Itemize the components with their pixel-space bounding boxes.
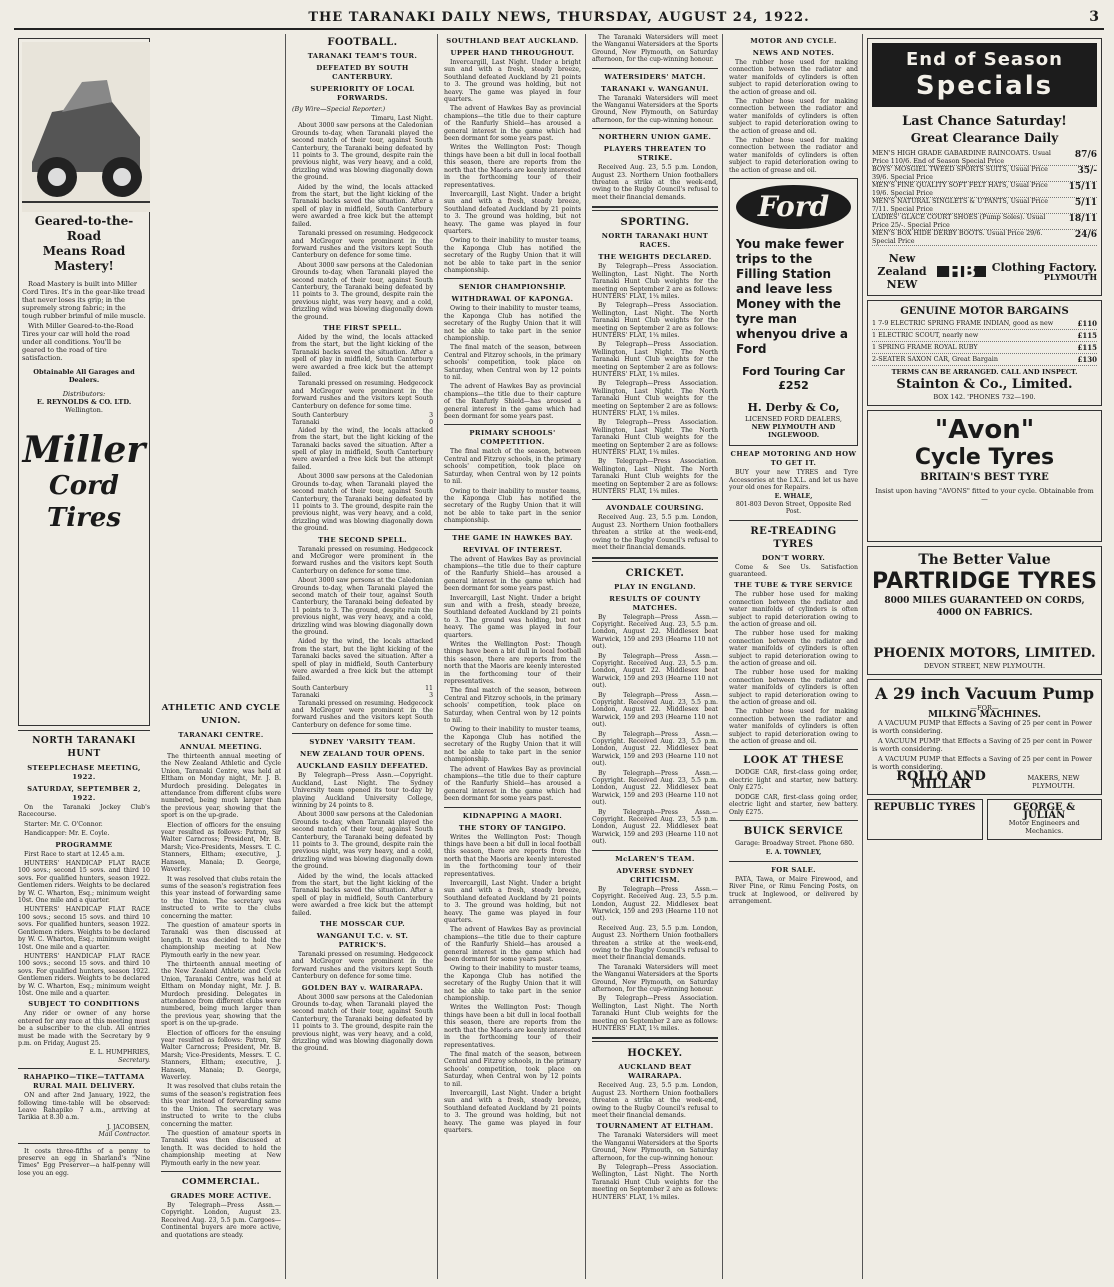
hawkes-text: The advent of Hawkes Bay as provincial champions—the title due to their capture of the Ranfurly Shield—has aroused a general interest in the game which had been dormant for some years past. [444, 765, 581, 803]
commercial-text: By Telegraph—Press Assn.—Copyright. London, August 23. Received Aug. 23, 5.5 p.m. Cargoes—Continental buyers are more active, and quotations are steady. [161, 1201, 281, 1239]
football-text: Aided by the wind, the locals attacked from the start, but the light kicking of the Taranaki backs saved the situation. After a spell of play in midfield, South Canterbury were awarded a free kick but the attempt failed. [292, 183, 433, 228]
republic-ad [867, 799, 983, 840]
ford-logo: Ford [736, 185, 851, 229]
ford-dealer: H. Derby & Co, [747, 401, 840, 415]
football-text: About 3000 saw persons at the Caledonian Grounds to-day, when Taranaki played the second match of their tour, against South Canterbury, the Taranaki being defeated by 11 points to 3. The ground, despite rain the previous night, was very heavy, and a cold, drizzling wind was blowing diagonally down the ground. [292, 261, 433, 321]
football-heading: FOOTBALL. [327, 37, 398, 48]
hunt-course: On the Taranaki Jockey Club's Racecourse. [18, 804, 150, 819]
cricket-text: By Telegraph—Press Assn.—Copyright. Received Aug. 23, 5.5 p.m. London, August 22. Middlesex beat Warwick, 159 and 293 (Hearne 110 not out). [592, 691, 718, 729]
column-rule [437, 34, 438, 1279]
whale-name: E. WHALE, [774, 493, 813, 501]
southland-heading: SOUTHLAND BEAT AUCKLAND. [446, 37, 579, 45]
price-label: MEN'S BOX HIDE DERBY BOOTS. Usual Price 29/6. Special Price [872, 229, 1043, 245]
price-row [872, 198, 1097, 214]
union-text: Election of officers for the ensuing year resulted as follows: Patron, Sir Walter Carncross; President, Mr. B. Marsh; Vice-Presidents, Messrs. T. C. Stanners, Eltham; executive, J. Hansen, Manaia; D. George, Waverley. [161, 1029, 281, 1082]
football-head: DEFEATED BY SOUTH CANTERBURY. [316, 64, 409, 81]
commercial-heading: COMMERCIAL. [181, 1176, 261, 1187]
price-label: BOYS' MOSGIEL TWEED SPORTS SUITS, Usual Price 39/6. Special Price [872, 165, 1048, 181]
avon-title: "Avon" [934, 415, 1035, 445]
george-sub: Motor Engineers and Mechanics. [1008, 819, 1080, 836]
northern-heading: NORTHERN UNION GAME. [598, 133, 712, 142]
union-text: The thirteenth annual meeting of the New Zealand Athletic and Cycle Union, Taranaki Centre, was held at Eltham on Monday night, Mr. J. B. Murdoch presiding. Delegates in attendance from different clubs were numbered, being much larger than the previous year, showing that the sport is on the up-grade. [161, 960, 281, 1028]
tangipo-text: The final match of the season, between Central and Fitzroy schools, in the primary schools' competition, took place on Saturday, when Central won by 12 points to nil. [444, 1050, 581, 1088]
hunt-text: HUNTERS' HANDICAP FLAT RACE 100 sovs.; second 15 sovs. and third 10 sovs. For qualified hunters, season 1922. Gentlemen riders. Weights to be declared by W. C. Wharton, Esq.; minimum weight 10st. One mile and a quarter. [18, 952, 150, 997]
hawkes-heading: THE GAME IN HAWKES BAY. [452, 533, 573, 542]
ad-distributor: E. REYNOLDS & CO. LTD. [36, 398, 132, 407]
football-text: About 3000 saw persons at the Caledonian Grounds to-day, when Taranaki played the second match of their tour, against South Canterbury, the Taranaki being defeated by 11 points to 3. The ground, despite rain the previous night, was very heavy, and a cold, drizzling wind was blowing diagonally down the ground. [292, 993, 433, 1053]
clearance: Great Clearance Daily [910, 131, 1059, 145]
union-text: It was resolved that clubs retain the sums of the season's registration fees this year instead of forwarding same to the Union. The secretary was instructed to write to the clubs concerning the matter. [161, 1083, 281, 1128]
column-1b-spacer [160, 34, 281, 674]
hunt-handicapper: Handicapper: Mr. E. Coyle. [24, 830, 110, 838]
hawkes-text: Invercargill, Last Night. Under a bright sun and with a fresh, steady breeze, Southland defeated Auckland by 21 points to 3. The ground was holding, but not heavy. The game was played in four quarters. [444, 594, 581, 639]
avon-slogan: BRITAIN'S BEST TYRE [920, 472, 1049, 483]
partridge-ad [867, 546, 1102, 675]
price-row [872, 230, 1097, 246]
price-value: 87/6 [1074, 150, 1097, 160]
score-row: Taranaki 0 [292, 419, 433, 427]
primary-text: The final match of the season, between Central and Fitzroy schools, in the primary schools' competition, took place on Saturday, when Central won by 12 points to nil. [444, 448, 581, 486]
buick-heading: BUICK SERVICE [743, 825, 844, 837]
weights-text: By Telegraph—Press Association. Wellington, Last Night. The North Taranaki Hunt Club weights for the meeting on September 2 are as follows: HUNTERS' FLAT, 1¼ miles. [592, 341, 718, 378]
primary-heading: PRIMARY SCHOOLS' COMPETITION. [469, 429, 556, 447]
ad-body: With Miller Geared-to-the-Road Tires your car will hold the road under all conditions. You'll be geared to the road of tire satisfaction. [22, 322, 134, 363]
bargain-row [872, 330, 1097, 342]
hockey-text: Received Aug. 23, 5.5 p.m. London, August 23. Northern Union footballers threaten a strike at the week-end, owing to the Rugby Council's refusal to meet their financial demands. [592, 1082, 718, 1120]
football-text: About 3000 saw persons at the Caledonian Grounds to-day, when Taranaki played the second match of their tour, against South Canterbury, the Taranaki being defeated by 11 points to 3. The ground, despite rain the previous night, was very heavy, and a cold, drizzling wind was blowing diagonally down the ground. [292, 811, 433, 871]
senior-heading: SENIOR CHAMPIONSHIP. [458, 283, 567, 292]
mosscar-sub: WANGANUI T.C. v. ST. PATRICK'S. [316, 932, 409, 949]
football-sub: TARANAKI TEAM'S TOUR. [307, 52, 418, 60]
masthead-title: THE TARANAKI DAILY NEWS, THURSDAY, AUGUST 24, 1922. [308, 9, 810, 25]
watersiders-text: The Taranaki Watersiders will meet the Wanganui Watersiders at the Sports Ground, New Plymouth, on Saturday afternoon, for the cup-winning honour. [592, 94, 718, 124]
filler-text: The Taranaki Watersiders will meet the Wanganui Watersiders at the Sports Ground, New Plymouth, on Saturday afternoon, for the cup-winning honour. [592, 34, 718, 64]
avon-text: Insist upon having "AVONS" fitted to your cycle. Obtainable from— [875, 487, 1094, 503]
hawkes-text: Writes the Wellington Post: Though things have been a bit dull in local football this season, there are reports from the north that the Maoris are keenly interested in the forthcoming tour of their representatives. [444, 641, 581, 686]
grades-heading: GRADES MORE ACTIVE. [170, 1191, 272, 1200]
tangipo-text: The advent of Hawkes Bay as provincial champions—the title due to their capture of the Ranfurly Shield—has aroused a general interest in the game which had been dormant for some years past. [444, 926, 581, 964]
motor-notes: NEWS AND NOTES. [752, 49, 835, 57]
mclaren-text: Received Aug. 23, 5.5 p.m. London, August 23. Northern Union footballers threaten a strike at the week-end, owing to the Rugby Council's refusal to meet their financial demands. [592, 924, 718, 962]
column-4 [440, 34, 585, 1279]
score-row: South Canterbury 11 [292, 684, 433, 692]
price-label: MEN'S HIGH GRADE GABARDINE RAINCOATS. Usual Price 110/6. End of Season Special Price [872, 149, 1051, 165]
hunt-date: SATURDAY, SEPTEMBER 2, 1922. [27, 785, 141, 802]
retread-text: Come & See Us. Satisfaction guaranteed. [729, 563, 858, 578]
northern-sub: PLAYERS THREATEN TO STRIKE. [603, 145, 707, 163]
motor-text: The rubber hose used for making connection between the radiator and water manifolds of cylinders is often subject to rapid deterioration owing to the action of grease and oil. [729, 98, 858, 135]
second-spell-heading: THE SECOND SPELL. [318, 535, 407, 544]
football-text: About 3000 saw persons at the Caledonian Grounds to-day, when Taranaki played the second match of their tour, against South Canterbury, the Taranaki being defeated by 11 points to 3. The ground, despite rain the previous night, was very heavy, and a cold, drizzling wind was blowing diagonally down the ground. [292, 122, 433, 182]
masthead [14, 6, 1104, 30]
look-text: DODGE CAR, first-class going order, electric light and starter, new battery. Only £275. [729, 793, 858, 816]
price-label: MEN'S NATURAL SINGLETS & U'PANTS, Usual Price 7/11. Special Price [872, 197, 1049, 213]
union-text: The question of amateur sports in Taranaki was then discussed at length. It was decided to hold the championship meeting at New Plymouth early in the new year. [161, 1129, 281, 1167]
price-row [872, 166, 1097, 182]
cricket-text: By Telegraph—Press Assn.—Copyright. Received Aug. 23, 5.5 p.m. London, August 22. Middlesex beat Warwick, 159 and 293 (Hearne 110 not out). [592, 652, 718, 690]
football-byline: (By Wire—Special Reporter.) [292, 105, 386, 113]
hunt-sub: STEEPLECHASE MEETING, 1922. [27, 764, 141, 781]
hawkes-text: The final match of the season, between Central and Fitzroy schools, in the primary schools' competition, took place on Saturday, when Central won by 12 points to nil. [444, 687, 581, 725]
price-value: 15/11 [1068, 182, 1097, 192]
terms: TERMS CAN BE ARRANGED. CALL AND INSPECT. [891, 368, 1078, 376]
egg-preserver-ad: It costs three-fifths of a penny to preserve an egg in Sharland's "Nine Times" Egg Preserver—a half-penny will lose you an egg. [18, 1147, 150, 1177]
union-centre: TARANAKI CENTRE. [178, 731, 264, 739]
tangipo-text: Invercargill, Last Night. Under a bright sun and with a fresh, steady breeze, Southland defeated Auckland by 21 points to 3. The ground was holding, but not heavy. The game was played in four quarters. [444, 1089, 581, 1134]
coursing-text: Received Aug. 23, 5.5 p.m. London, August 23. Northern Union footballers threaten a strike at the week-end, owing to the Rugby Council's refusal to meet their financial demands. [592, 514, 718, 552]
ford-price: Ford Touring Car £252 [742, 365, 845, 393]
ad-title: Means Road Mastery! [42, 244, 126, 274]
weights-text: By Telegraph—Press Association. Wellington, Last Night. The North Taranaki Hunt Club weights for the meeting on September 2 are as follows: HUNTERS' FLAT, 1¼ miles. [592, 419, 718, 457]
football-text: Taranaki pressed on resuming. Hedgecock and McGregor were prominent in the forward rushes and the visitors kept South Canterbury on defence for some time. [292, 380, 433, 410]
tangipo-heading: THE STORY OF TANGIPO. [458, 823, 567, 832]
football-head2: SUPERIORITY OF LOCAL FORWARDS. [310, 85, 415, 102]
price-value: 5/11 [1074, 198, 1097, 208]
genuine-heading: GENUINE MOTOR BARGAINS [900, 306, 1069, 317]
retread-heading: RE-TREADING TYRES [750, 525, 837, 550]
programme-heading: PROGRAMME [55, 840, 113, 849]
tangipo-text: Invercargill, Last Night. Under a bright sun and with a fresh, steady breeze, Southland defeated Auckland by 21 points to 3. The ground was holding, but not heavy. The game was played in four quarters. [444, 879, 581, 924]
weights-text: By Telegraph—Press Association. Wellington, Last Night. The North Taranaki Hunt Club weights for the meeting on September 2 are as follows: HUNTERS' FLAT, 1¼ miles. [592, 263, 718, 300]
motor-text: The rubber hose used for making connection between the radiator and water manifolds of cylinders is often subject to rapid deterioration owing to the action of grease and oil. [729, 708, 858, 746]
retread-sub: DON'T WORRY. [761, 553, 826, 562]
score-row: South Canterbury 3 [292, 412, 433, 420]
eos-title: End of Season [906, 49, 1063, 70]
avon-ad [867, 410, 1102, 542]
football-text: About 3000 saw persons at the Caledonian Grounds to-day, when Taranaki played the second match of their tour, against South Canterbury, the Taranaki being defeated by 11 points to 3. The ground, despite rain the previous night, was very heavy, and a cold, drizzling wind was blowing diagonally down the ground. [292, 473, 433, 533]
football-text: Taranaki pressed on resuming. Hedgecock and McGregor were prominent in the forward rushes and the visitors kept South Canterbury on defence for some time. [292, 951, 433, 981]
cricket-text: By Telegraph—Press Assn.—Copyright. Received Aug. 23, 5.5 p.m. London, August 22. Middlesex beat Warwick, 159 and 293 (Hearne 110 not out). [592, 613, 718, 651]
senior-text: The final match of the season, between Central and Fitzroy schools, in the primary schools' competition, took place on Saturday, when Central won by 12 points to nil. [444, 344, 581, 382]
ad-title: Geared-to-the-Road [34, 214, 134, 244]
column-7 [865, 34, 1104, 1279]
column-3 [288, 34, 437, 1279]
mail-heading: RAHAPIKO—TIKE—TATTAMA RURAL MAIL DELIVERY. [23, 1073, 145, 1091]
motor-text: The rubber hose used for making connection between the radiator and water manifolds of cylinders is often subject to rapid deterioration owing to the action of grease and oil. [729, 137, 858, 174]
weights-text: By Telegraph—Press Association. Wellington, Last Night. The North Taranaki Hunt Club weights for the meeting on September 2 are as follows: HUNTERS' FLAT, 1¼ miles. [592, 302, 718, 339]
primary-text: Owing to their inability to muster teams, the Kaponga Club has notified the secretary of the Rugby Union that it will not be able to take part in the senior championship. [444, 487, 581, 525]
football-text: Aided by the wind, the locals attacked from the start, but the light kicking of the Taranaki backs saved the situation. After a spell of play in midfield, South Canterbury were awarded a free kick but the attempt failed. [292, 872, 433, 917]
football-place: Timaru, Last Night. [371, 115, 433, 122]
hawkes-text: The advent of Hawkes Bay as provincial champions—the title due to their capture of the Ranfurly Shield—has aroused a general interest in the game which had been dormant for some years past. [444, 555, 581, 593]
golden-bay-heading: GOLDEN BAY v. WAIRARAPA. [301, 983, 424, 992]
watersiders-heading: WATERSIDERS' MATCH. [604, 72, 706, 81]
bargain-row [872, 342, 1097, 354]
cricket-heading: CRICKET. [625, 567, 685, 579]
union-text: It was resolved that clubs retain the sums of the season's registration fees this year instead of forwarding same to the Union. The secretary was instructed to write to the clubs concerning the matter. [161, 875, 281, 920]
mclaren-sub: ADVERSE SYDNEY CRITICISM. [616, 866, 694, 884]
mosscar-heading: THE MOSSCAR CUP. [320, 920, 405, 928]
nz-new: New Zealand NEW [877, 252, 927, 291]
tangipo-text: Owing to their inability to muster teams, the Kaponga Club has notified the secretary of the Rugby Union that it will not be able to take part in the senior championship. [444, 965, 581, 1003]
ford-slogan: You make fewer trips to the Filling Station and leave less Money with the tyre man whenyou drive a Ford [736, 237, 848, 357]
motor-bargains-ad [867, 300, 1102, 406]
union-meeting: ANNUAL MEETING. [179, 743, 263, 751]
avon-agents [872, 503, 1097, 537]
buick-text: Garage: Broadway Street. Phone 680. [735, 839, 854, 847]
southland-sub: UPPER HAND THROUGHOUT. [450, 49, 575, 57]
hawkes-sub: REVIVAL OF INTEREST. [462, 545, 563, 554]
ad-body: Road Mastery is built into Miller Cord Tires. It's in the gear-like tread that never loses its grip; in the supremely strong fabric; in the tough rubber brimful of mile muscle. [22, 280, 146, 321]
tube-heading: THE TUBE & TYRE SERVICE [734, 581, 853, 590]
weights-text: By Telegraph—Press Association. Wellington, Last Night. The North Taranaki Hunt Club weights for the meeting on September 2 are as follows: HUNTERS' FLAT, 1¼ miles. [592, 380, 718, 417]
bargain-price: £115 [1077, 331, 1097, 340]
hockey-sub: AUCKLAND BEAT WAIRARAPA. [618, 1063, 692, 1081]
senior-sub: WITHDRAWAL OF KAPONGA. [451, 295, 574, 304]
pump-text: A VACUUM PUMP that Effects a Saving of 25 per cent in Power is worth considering. [872, 719, 1093, 736]
look-text: DODGE CAR, first-class going order, electric light and starter, new battery. Only £275. [729, 769, 858, 792]
cricket-sub2: RESULTS OF COUNTY MATCHES. [609, 594, 701, 612]
price-label: LADIES' GLACE COURT SHOES (Pump Soles). Usual Price 25/-. Special Price [872, 213, 1046, 229]
football-text: Taranaki pressed on resuming. Hedgecock and McGregor were prominent in the forward rushes and the visitors kept South Canterbury on defence for some time. [292, 230, 433, 260]
ford-dealer-line: LICENSED FORD DEALERS, [744, 415, 843, 424]
price-value: 18/11 [1068, 214, 1097, 224]
tangipo-text: Writes the Wellington Post: Though things have been a bit dull in local football this season, there are reports from the north that the Maoris are keenly interested in the forthcoming tour of their representatives. [444, 833, 581, 878]
bargain-list [872, 318, 1097, 366]
car-illustration-icon [22, 42, 150, 212]
pump-title: A 29 inch Vacuum Pump [874, 684, 1095, 703]
union-text: The thirteenth annual meeting of the New Zealand Athletic and Cycle Union, Taranaki Centre, was held at Eltham on Monday night, Mr. J. B. Murdoch presiding. Delegates in attendance from different clubs were numbered, being much larger than the previous year, showing that the sport is on the up-grade. [161, 753, 281, 820]
first-spell-heading: THE FIRST SPELL. [323, 323, 402, 332]
page-number: 3 [1089, 9, 1100, 25]
avon-title2: Cycle Tyres [914, 445, 1055, 470]
motor-text: The rubber hose used for making connection between the radiator and water manifolds of cylinders is often subject to rapid deterioration owing to the action of grease and oil. [729, 669, 858, 707]
weights-heading: THE WEIGHTS DECLARED. [598, 253, 712, 262]
pump-text: A VACUUM PUMP that Effects a Saving of 25 per cent in Power is worth considering. [872, 755, 1093, 772]
first-race: First Race to start at 12.45 a.m. [24, 850, 125, 858]
varsity-heading: SYDNEY 'VARSITY TEAM. [309, 738, 416, 747]
hunt-races-heading: NORTH TARANAKI HUNT RACES. [601, 232, 709, 250]
mclaren-text: By Telegraph—Press Association. Wellington, Last Night. The North Taranaki Hunt Club weights for the meeting on September 2 are as follows: HUNTERS' FLAT, 1¼ miles. [592, 995, 718, 1032]
union-heading: ATHLETIC AND CYCLE UNION. [161, 703, 281, 726]
senior-text: Owing to their inability to muster teams, the Kaponga Club has notified the secretary of the Rugby Union that it will not be able to take part in the senior championship. [444, 305, 581, 342]
football-text: About 3000 saw persons at the Caledonian Grounds to-day, when Taranaki played the second match of their tour, against South Canterbury, the Taranaki being defeated by 11 points to 3. The ground, despite rain the previous night, was very heavy, and a cold, drizzling wind was blowing diagonally down the ground. [292, 577, 433, 636]
mclaren-text: The Taranaki Watersiders will meet the Wanganui Watersiders at the Sports Ground, New Plymouth, on Saturday afternoon, for the cup-winning honour. [592, 963, 718, 993]
republic-title: REPUBLIC TYRES [873, 802, 976, 814]
tangipo-text: Writes the Wellington Post: Though things have been a bit dull in local football this season, there are reports from the north that the Maoris are keenly interested in the forthcoming tour of their representatives. [444, 1004, 581, 1049]
secretary-name: E. L. HUMPHRIES, [89, 1049, 150, 1057]
tourney-heading: TOURNAMENT AT ELTHAM. [596, 1122, 714, 1131]
football-text: Taranaki pressed on resuming. Hedgecock and McGregor were prominent in the forward rushes and the visitors kept South Canterbury on defence for some time. [292, 545, 433, 575]
varsity-text: By Telegraph—Press Assn.—Copyright. Auckland, Last Night. The Sydney University team opened its tour to-day by playing Auckland University College, winning by 24 points to 8. [292, 772, 433, 809]
hunt-title: NORTH TARANAKI HUNT [32, 736, 136, 759]
southland-text: The advent of Hawkes Bay as provincial champions—the title due to their capture of the Ranfurly Shield—has aroused a general interest in the game which had been dormant for some years past. [444, 105, 581, 143]
bargain-label: 1 ELECTRIC SCOUT, nearly new [872, 331, 979, 339]
buick-name: E. A. TOWNLEY, [765, 849, 822, 857]
column-6 [725, 34, 862, 1279]
pump-text: A VACUUM PUMP that Effects a Saving of 25 per cent in Power is worth considering. [872, 737, 1093, 754]
last-chance: Last Chance Saturday! [902, 114, 1067, 129]
southland-text: Writes the Wellington Post: Though things have been a bit dull in local football this season, there are reports from the north that the Maoris are keenly interested in the forthcoming tour of their representatives. [444, 144, 581, 189]
southland-text: Owing to their inability to muster teams, the Kaponga Club has notified the secretary of the Rugby Union that it will not be able to take part in the senior championship. [444, 237, 581, 274]
hockey-text: The Taranaki Watersiders will meet the Wanganui Watersiders at the Sports Ground, New Plymouth, on Saturday afternoon, for the cup-winning honour. [592, 1132, 718, 1162]
miles-cords: 8000 MILES GUARANTEED ON CORDS, [884, 596, 1085, 606]
hunt-starter: Starter: Mr. C. O'Connor. [24, 820, 103, 828]
cheap-heading: CHEAP MOTORING AND HOW TO GET IT. [730, 450, 857, 468]
score-row: Taranaki 3 [292, 692, 433, 700]
hockey-heading: HOCKEY. [627, 1048, 683, 1060]
northern-text: Received Aug. 23, 5.5 p.m. London, August 23. Northern Union footballers threaten a strike at the week-end, owing to the Rugby Council's refusal to meet their financial demands. [592, 164, 718, 201]
motor-heading: MOTOR AND CYCLE. [750, 37, 837, 45]
bargain-label: 1 7-9 ELECTRIC SPRING FRAME INDIAN, good as new [872, 319, 1054, 327]
ad-distributors-label: Distributors: [62, 390, 106, 399]
union-text: The question of amateur sports in Taranaki was then discussed at length. It was decided to hold the championship meeting at New Plymouth early in the new year. [161, 921, 281, 959]
eos-banner [872, 43, 1097, 107]
partridge-title: PARTRIDGE TYRES [872, 569, 1097, 594]
eos-title2: Specials [915, 71, 1054, 101]
ad-obtain: Obtainable All Garages and Dealers. [33, 368, 135, 385]
cricket-text: By Telegraph—Press Assn.—Copyright. Received Aug. 23, 5.5 p.m. London, August 22. Middlesex beat Warwick, 159 and 293 (Hearne 110 not out). [592, 769, 718, 807]
motor-text: The rubber hose used for making connection between the radiator and water manifolds of cylinders is often subject to rapid deterioration owing to the action of grease and oil. [729, 591, 858, 628]
price-value: 24/6 [1074, 230, 1097, 240]
motor-text: The rubber hose used for making connection between the radiator and water manifolds of cylinders is often subject to rapid deterioration owing to the action of grease and oil. [729, 59, 858, 96]
coursing-heading: AVONDALE COURSING. [606, 504, 704, 513]
bargain-label: 2-SEATER SAXON CAR, Great Bargain [872, 355, 998, 363]
pump-milking: MILKING MACHINES. [928, 710, 1041, 720]
hawkes-text: Owing to their inability to muster teams, the Kaponga Club has notified the secretary of the Rugby Union that it will not be able to take part in the senior championship. [444, 726, 581, 764]
weights-text: By Telegraph—Press Association. Wellington, Last Night. The North Taranaki Hunt Club weights for the meeting on September 2 are as follows: HUNTERS' FLAT, 1¼ miles. [592, 458, 718, 496]
price-row [872, 214, 1097, 230]
secretary-title: Secretary. [118, 1056, 150, 1064]
ford-dealer-line: NEW PLYMOUTH AND INGLEWOOD. [751, 423, 836, 440]
price-list [872, 150, 1097, 246]
column-rule [862, 34, 863, 1279]
union-text: Election of officers for the ensuing year resulted as follows: Patron, Sir Walter Carncross; President, Mr. B. Marsh; Vice-Presidents, Messrs. T. C. Stanners, Eltham; executive, J. Hansen, Manaia; D. George, Waverley. [161, 821, 281, 874]
senior-text: The advent of Hawkes Bay as provincial champions—the title due to their capture of the Ranfurly Shield—has aroused a general interest in the game which had been dormant for some years past. [444, 383, 581, 421]
column-1 [14, 34, 154, 1279]
for-sale-heading: FOR SALE. [771, 865, 816, 874]
cricket-text: By Telegraph—Press Assn.—Copyright. Received Aug. 23, 5.5 p.m. London, August 22. Middlesex beat Warwick, 159 and 293 (Hearne 110 not out). [592, 730, 718, 768]
miller-logo-sub: Cord Tires [46, 471, 122, 534]
column-5 [588, 34, 722, 1279]
mclaren-text: By Telegraph—Press Assn.—Copyright. Received Aug. 23, 5.5 p.m. London, August 22. Middlesex beat Warwick, 159 and 293 (Hearne 110 not out). [592, 885, 718, 923]
mail-contractor-name: J. JACOBSEN, [107, 1123, 150, 1131]
southland-text: Invercargill, Last Night. Under a bright sun and with a fresh, steady breeze, Southland defeated Auckland by 21 points to 3. The ground was holding, but not heavy. The game was played in four quarters. [444, 190, 581, 235]
george-julian-ad [987, 799, 1103, 840]
sporting-heading: SPORTING. [620, 217, 690, 229]
hb-logo: HB [937, 266, 986, 277]
bargain-price: £115 [1077, 343, 1097, 352]
miles-fabrics: 4000 ON FABRICS. [936, 608, 1033, 618]
george-title: GEORGE & JULIAN [1013, 802, 1076, 821]
ad-distributor-city: Wellington. [65, 406, 103, 415]
price-value: 35/- [1077, 166, 1097, 176]
bargain-row [872, 318, 1097, 330]
rollo-millar: ROLLO AND MILLAR [896, 769, 986, 792]
column-rule [722, 34, 723, 1279]
watersiders-sub: TARANAKI v. WANGANUI. [601, 84, 709, 93]
vacuum-pump-ad [867, 679, 1102, 795]
football-text: Aided by the wind, the locals attacked from the start, but the light kicking of the Taranaki backs saved the situation. After a spell of play in midfield, South Canterbury were awarded a free kick but the attempt failed. [292, 333, 433, 378]
hunt-text: HUNTERS' HANDICAP FLAT RACE 100 sovs.; second 15 sovs. and third 10 sovs. For qualified hunters, season 1922. Gentlemen riders. Weights to be declared by W. C. Wharton, Esq.; minimum weight 10st. One mile and a quarter. [18, 860, 150, 905]
varsity-sub2: AUCKLAND EASILY DEFEATED. [296, 762, 429, 771]
bargain-label: 1 SPRING FRAME ROYAL RUBY [872, 343, 978, 351]
cricket-sub: PLAY IN ENGLAND. [614, 582, 696, 591]
cheap-text: BUY your new TYRES and Tyre Accessories at the I.X.L. and let us have your old ones for Repairs. [729, 469, 858, 491]
stainton: Stainton & Co., Limited. [896, 377, 1073, 392]
ford-ad [729, 178, 858, 446]
nz-clothing-factory [872, 252, 1097, 291]
mclaren-heading: McLAREN'S TEAM. [615, 854, 695, 863]
southland-text: Invercargill, Last Night. Under a bright sun and with a fresh, steady breeze, Southland defeated Auckland by 21 points to 3. The ground was holding, but not heavy. The game was played in four quarters. [444, 59, 581, 104]
column-rule [285, 34, 286, 1279]
for-sale-text: PATA, Tawa, or Maire Firewood, and River Pine, or Rimu Fencing Posts, on truck at Inglewood, or delivered by arrangement. [729, 875, 858, 905]
hunt-text: HUNTERS' HANDICAP FLAT RACE 100 sovs.; second 15 sovs. and third 10 sovs. For qualified hunters, season 1922. Gentlemen riders. Weights to be declared by W. C. Wharton, Esq.; minimum weight 10st. One mile and a quarter. [18, 906, 150, 951]
rules-text: Any rider or owner of any horse entered for any race at this meeting must be a subscriber to the club. All entries must be made with the Secretary by 9 p.m. on Friday, August 25. [18, 1010, 150, 1047]
whale-address: 801-803 Devon Street, Opposite Red Post. [735, 500, 852, 516]
bargain-price: £110 [1077, 319, 1097, 328]
rules-heading: SUBJECT TO CONDITIONS [28, 1000, 140, 1009]
column-2 [157, 700, 285, 1279]
football-text: Aided by the wind, the locals attacked from the start, but the light kicking of the Taranaki backs saved the situation. After a spell of play in midfield, South Canterbury were awarded a free kick but the attempt failed. [292, 426, 433, 471]
end-of-season-ad [867, 38, 1102, 296]
stainton-box: BOX 142. 'PHONES 732—190. [933, 393, 1036, 401]
miller-tires-ad [18, 38, 150, 726]
price-row [872, 150, 1097, 166]
nz-clothing: Clothing Factory. [991, 261, 1097, 275]
motor-text: The rubber hose used for making connection between the radiator and water manifolds of cylinders is often subject to rapid deterioration owing to the action of grease and oil. [729, 630, 858, 667]
miller-logo: Miller [22, 429, 146, 472]
phoenix-address: DEVON STREET, NEW PLYMOUTH. [923, 662, 1046, 670]
football-text: Taranaki pressed on resuming. Hedgecock and McGregor were prominent in the forward rushes and the visitors kept South Canterbury on defence for some time. [292, 699, 433, 729]
mail-text: ON and after 2nd January, 1922, the following time-table will be observed: Leave Rahapiko 7 a.m., arriving at Tarikia at 8.30 a.m. [18, 1092, 150, 1122]
mail-contractor-role: Mail Contractor. [98, 1131, 150, 1139]
better-value: The Better Value [918, 552, 1051, 568]
price-label: MEN'S FINE QUALITY SOFT FELT HATS, Usual Price 19/6. Special Price [872, 181, 1048, 197]
phoenix: PHOENIX MOTORS, LIMITED. [873, 646, 1096, 661]
look-heading: LOOK AT THESE [743, 755, 844, 767]
bargain-price: £130 [1077, 355, 1097, 364]
nz-city: PLYMOUTH [1043, 272, 1097, 283]
varsity-sub: NEW ZEALAND TOUR OPENS. [300, 750, 425, 759]
hockey-text: By Telegraph—Press Association. Wellington, Last Night. The North Taranaki Hunt Club weights for the meeting on September 2 are as follows: HUNTERS' FLAT, 1¼ miles. [592, 1164, 718, 1201]
pump-for: —FOR— [970, 704, 999, 712]
football-text: Aided by the wind, the locals attacked from the start, but the light kicking of the Taranaki backs saved the situation. After a spell of play in midfield, South Canterbury were awarded a free kick but the attempt failed. [292, 638, 433, 683]
column-rule [585, 34, 586, 1279]
rollo-makers: MAKERS, NEW PLYMOUTH. [1027, 774, 1080, 791]
price-row [872, 182, 1097, 198]
kidnapping-heading: KIDNAPPING A MAORI. [462, 811, 563, 820]
cricket-text: By Telegraph—Press Assn.—Copyright. Received Aug. 23, 5.5 p.m. London, August 22. Middlesex beat Warwick, 159 and 293 (Hearne 110 not out). [592, 808, 718, 846]
bargain-row [872, 354, 1097, 366]
